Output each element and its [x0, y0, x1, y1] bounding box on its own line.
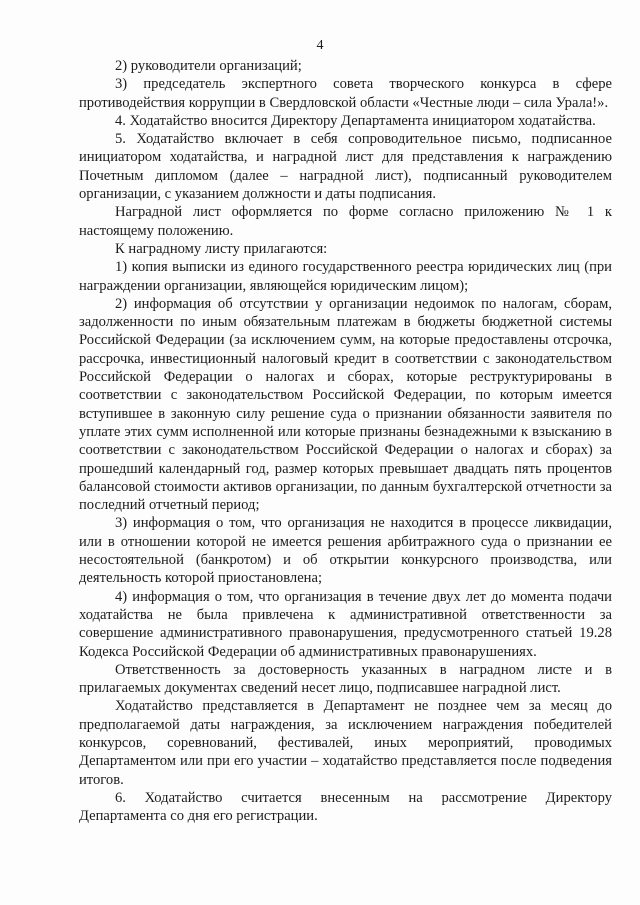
- paragraph-attachment-1: 1) копия выписки из единого государственного реестра юридических лиц (при награждении организации, являющейся юридическим лицом);: [79, 259, 612, 294]
- paragraph-clause-4: 4. Ходатайство вносится Директору Департамента инициатором ходатайства.: [115, 112, 596, 129]
- paragraph-item-2-managers: 2) руководители организаций;: [115, 58, 302, 74]
- document-body: [79, 57, 612, 825]
- paragraph-attachment-2: 2) информация об отсутствии у организации недоимок по налогам, сборам, задолженности по иным обязательным платежам в бюджеты бюджетной системы Российской Федерации (за исключением сумм, на которые предоставлены отсрочка, рассрочка, инвестиционный налоговый кредит в соответствии с законодательством Российской Федерации о налогах и сборах, которые реструктурированы в соответствии с законодательством Российской Федерации, по которым имеется вступившее в законную силу решение суда о признании обязанности заявителя по уплате этих сумм исполненной или которые признаны безнадежными к взысканию в соответствии с законодательством Российской Федерации о налогах и сборах) за прошедший календарный год, размер которых превышает двадцать пять процентов балансовой стоимости активов организации, по данным бухгалтерской отчетности за последний отчетный период;: [79, 295, 612, 514]
- paragraph-clause-6: 6. Ходатайство считается внесенным на рассмотрение Директору Департамента со дня его регистрации.: [79, 789, 612, 825]
- paragraph-responsibility: Ответственность за достоверность указанных в наградном листе и в прилагаемых документах сведений несет лицо, подписавшее наградной лист.: [79, 661, 612, 697]
- paragraph-attachment-3: 3) информация о том, что организация не находится в процессе ликвидации, или в отношении которой не имеется решения арбитражного суда о признании ее несостоятельной (банкротом) и об открытии конкурсного производства, или деятельность которой приостановлена;: [79, 515, 612, 587]
- paragraph-attachment-4: 4) информация о том, что организация в течение двух лет до момента подачи ходатайства не была привлечена к административной ответственности за совершение административного правонарушения, предусмотренного статьей 19.28 Кодекса Российской Федерации об административных правонарушениях.: [79, 588, 612, 660]
- paragraph-attachments-intro: К наградному листу прилагаются:: [115, 240, 328, 257]
- paragraph-item-3-chairman: 3) председатель экспертного совета творческого конкурса в сфере противодействия коррупции в Свердловской области «Честные люди – сила Урала!».: [79, 76, 612, 111]
- paragraph-clause-5: 5. Ходатайство включает в себя сопроводительное письмо, подписанное инициатором ходатайства, и наградной лист для представления к награждению Почетным дипломом (далее – наградной лист), подписанный руководителем организации, с указанием должности и даты подписания.: [79, 131, 612, 203]
- page-number: 4: [316, 38, 324, 53]
- paragraph-submission-deadline: Ходатайство представляется в Департамент не позднее чем за месяц до предполагаемой даты награждения, за исключением награждения победителей конкурсов, соревнований, фестивалей, иных мероприятий, проводимых Департаментом или при его участии – ходатайство представляется после подведения итогов.: [79, 698, 612, 788]
- paragraph-award-sheet-form: Наградной лист оформляется по форме согласно приложению № 1 к настоящему положению.: [79, 204, 612, 239]
